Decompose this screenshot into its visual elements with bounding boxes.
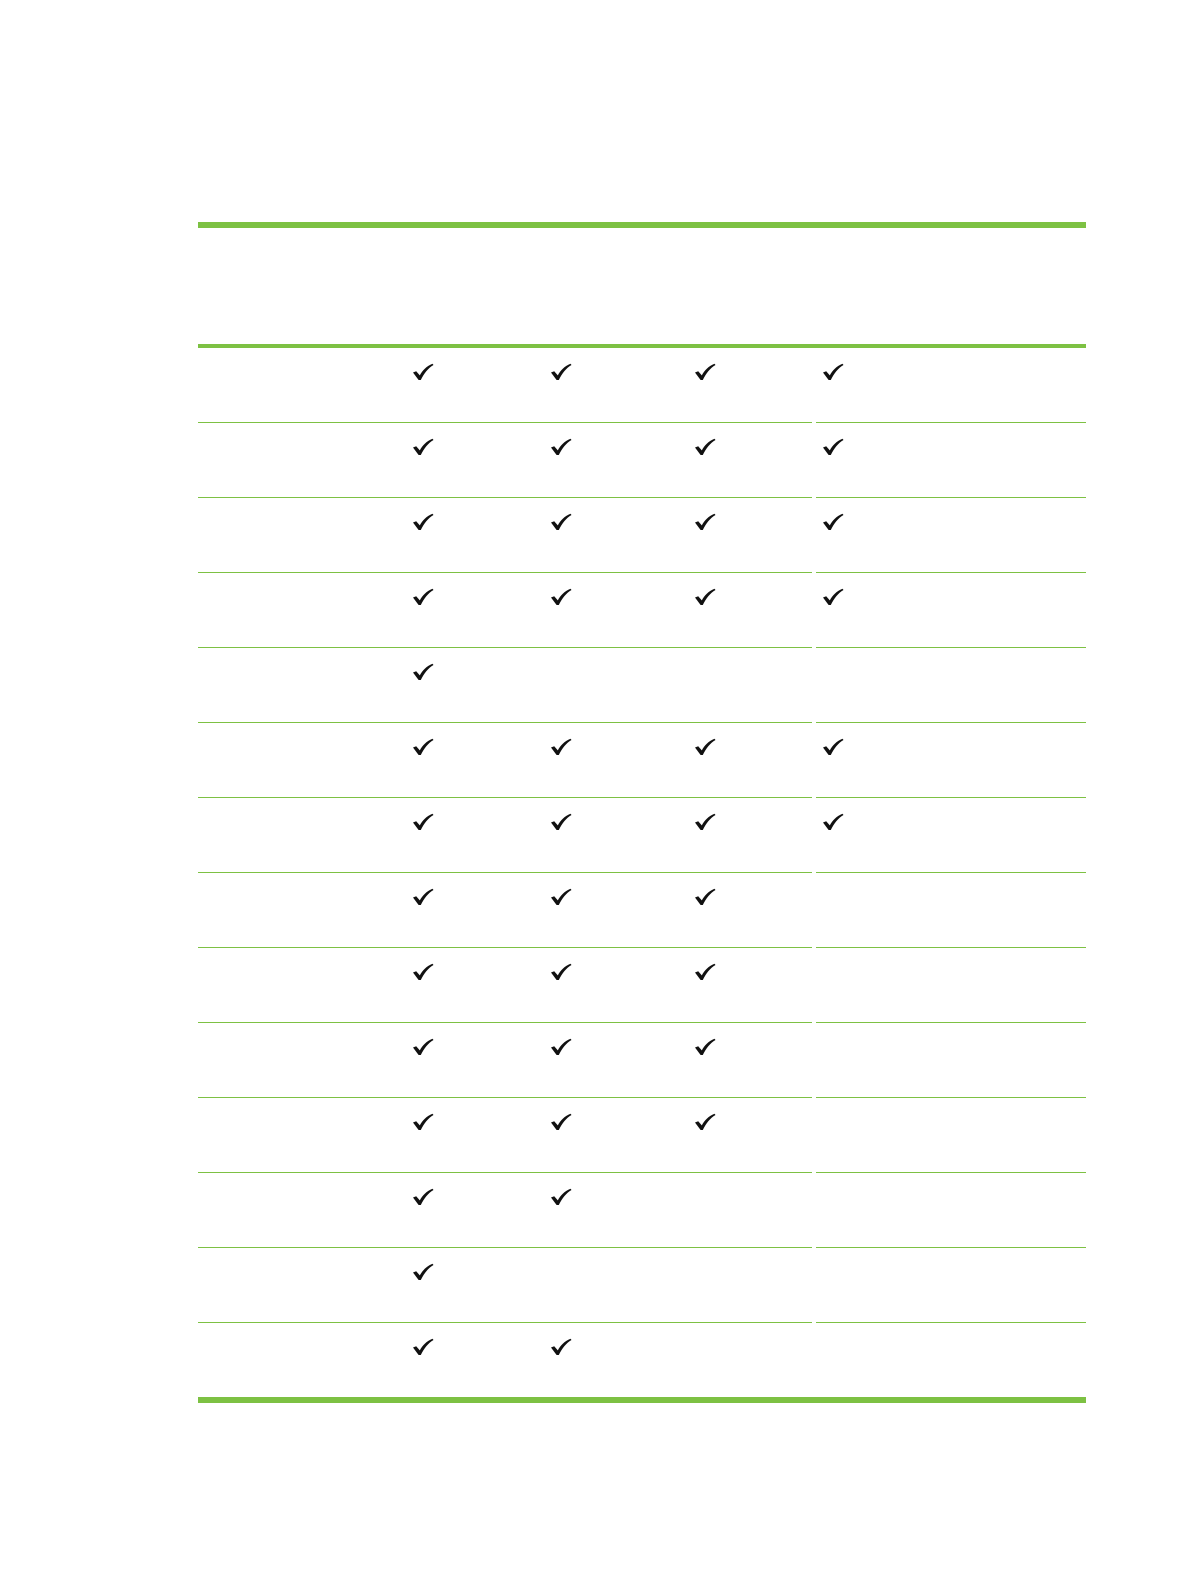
table-row (198, 1323, 1086, 1397)
check-icon (550, 438, 572, 456)
check-icon (412, 963, 434, 981)
check-icon (550, 1188, 572, 1206)
check-cell (812, 348, 1086, 422)
table-row (198, 1023, 1086, 1098)
check-cell (674, 723, 812, 797)
check-icon (822, 813, 844, 831)
check-cell (536, 1098, 674, 1172)
check-icon (694, 588, 716, 606)
check-cell (812, 1248, 1086, 1322)
check-icon (550, 1338, 572, 1356)
check-icon (694, 1113, 716, 1131)
table-row (198, 798, 1086, 873)
check-icon (694, 963, 716, 981)
check-icon (694, 888, 716, 906)
check-cell (812, 723, 1086, 797)
check-icon (822, 363, 844, 381)
check-icon (412, 438, 434, 456)
check-cell (398, 723, 536, 797)
check-cell (812, 1023, 1086, 1097)
check-icon (412, 1113, 434, 1131)
check-cell (674, 948, 812, 1022)
check-icon (822, 738, 844, 756)
check-cell (812, 1098, 1086, 1172)
check-cell (536, 723, 674, 797)
check-cell (536, 798, 674, 872)
compatibility-table (198, 222, 1086, 1403)
check-cell (812, 948, 1086, 1022)
check-cell (674, 1248, 812, 1322)
row-label-cell (198, 348, 398, 422)
check-icon (412, 663, 434, 681)
row-label-cell (198, 1323, 398, 1397)
table-bottom-rule (198, 1397, 1086, 1403)
check-cell (674, 348, 812, 422)
check-icon (550, 738, 572, 756)
check-cell (536, 648, 674, 722)
check-icon (822, 588, 844, 606)
check-icon (550, 1113, 572, 1131)
row-label-cell (198, 798, 398, 872)
check-icon (412, 888, 434, 906)
check-icon (412, 1188, 434, 1206)
row-label-cell (198, 498, 398, 572)
check-icon (412, 1338, 434, 1356)
check-icon (412, 1263, 434, 1281)
table-row (198, 1098, 1086, 1173)
row-label-cell (198, 873, 398, 947)
check-cell (398, 798, 536, 872)
check-cell (536, 573, 674, 647)
check-cell (536, 873, 674, 947)
check-cell (536, 1248, 674, 1322)
row-label-cell (198, 1098, 398, 1172)
check-icon (412, 1038, 434, 1056)
check-cell (536, 1173, 674, 1247)
check-cell (674, 1098, 812, 1172)
check-icon (822, 513, 844, 531)
check-cell (398, 648, 536, 722)
table-body (198, 348, 1086, 1397)
row-label-cell (198, 1173, 398, 1247)
check-cell (812, 873, 1086, 947)
table-row (198, 873, 1086, 948)
check-cell (674, 648, 812, 722)
check-icon (550, 1038, 572, 1056)
check-cell (398, 348, 536, 422)
check-cell (812, 648, 1086, 722)
check-cell (398, 1323, 536, 1397)
check-icon (550, 888, 572, 906)
check-cell (812, 573, 1086, 647)
check-icon (694, 813, 716, 831)
check-icon (412, 813, 434, 831)
check-icon (550, 513, 572, 531)
check-icon (694, 738, 716, 756)
row-label-cell (198, 948, 398, 1022)
check-icon (550, 813, 572, 831)
check-icon (694, 363, 716, 381)
row-label-cell (198, 423, 398, 497)
check-icon (694, 438, 716, 456)
table-row (198, 723, 1086, 798)
check-cell (398, 1173, 536, 1247)
check-cell (674, 573, 812, 647)
check-cell (812, 1323, 1086, 1397)
check-icon (550, 588, 572, 606)
check-icon (550, 963, 572, 981)
check-cell (398, 498, 536, 572)
check-cell (536, 423, 674, 497)
check-cell (398, 1098, 536, 1172)
check-cell (398, 873, 536, 947)
table-row (198, 348, 1086, 423)
check-cell (812, 798, 1086, 872)
check-icon (412, 588, 434, 606)
check-icon (694, 1038, 716, 1056)
table-row (198, 1248, 1086, 1323)
check-cell (674, 1023, 812, 1097)
row-label-cell (198, 1248, 398, 1322)
check-cell (674, 423, 812, 497)
check-cell (674, 498, 812, 572)
check-icon (694, 513, 716, 531)
check-cell (536, 948, 674, 1022)
check-cell (674, 1323, 812, 1397)
check-cell (398, 1248, 536, 1322)
table-row (198, 948, 1086, 1023)
check-cell (536, 498, 674, 572)
row-label-cell (198, 648, 398, 722)
check-cell (812, 423, 1086, 497)
table-header (198, 228, 1086, 344)
check-icon (412, 513, 434, 531)
check-cell (536, 1323, 674, 1397)
check-cell (536, 348, 674, 422)
table-row (198, 498, 1086, 573)
table-row (198, 648, 1086, 723)
row-label-cell (198, 573, 398, 647)
check-cell (398, 1023, 536, 1097)
check-cell (674, 873, 812, 947)
check-icon (412, 363, 434, 381)
check-icon (822, 438, 844, 456)
check-cell (398, 423, 536, 497)
table-row (198, 573, 1086, 648)
check-cell (398, 948, 536, 1022)
check-cell (674, 798, 812, 872)
check-cell (812, 1173, 1086, 1247)
check-cell (812, 498, 1086, 572)
row-label-cell (198, 723, 398, 797)
check-icon (550, 363, 572, 381)
table-row (198, 1173, 1086, 1248)
table-row (198, 423, 1086, 498)
check-cell (398, 573, 536, 647)
check-cell (674, 1173, 812, 1247)
check-cell (536, 1023, 674, 1097)
check-icon (412, 738, 434, 756)
row-label-cell (198, 1023, 398, 1097)
